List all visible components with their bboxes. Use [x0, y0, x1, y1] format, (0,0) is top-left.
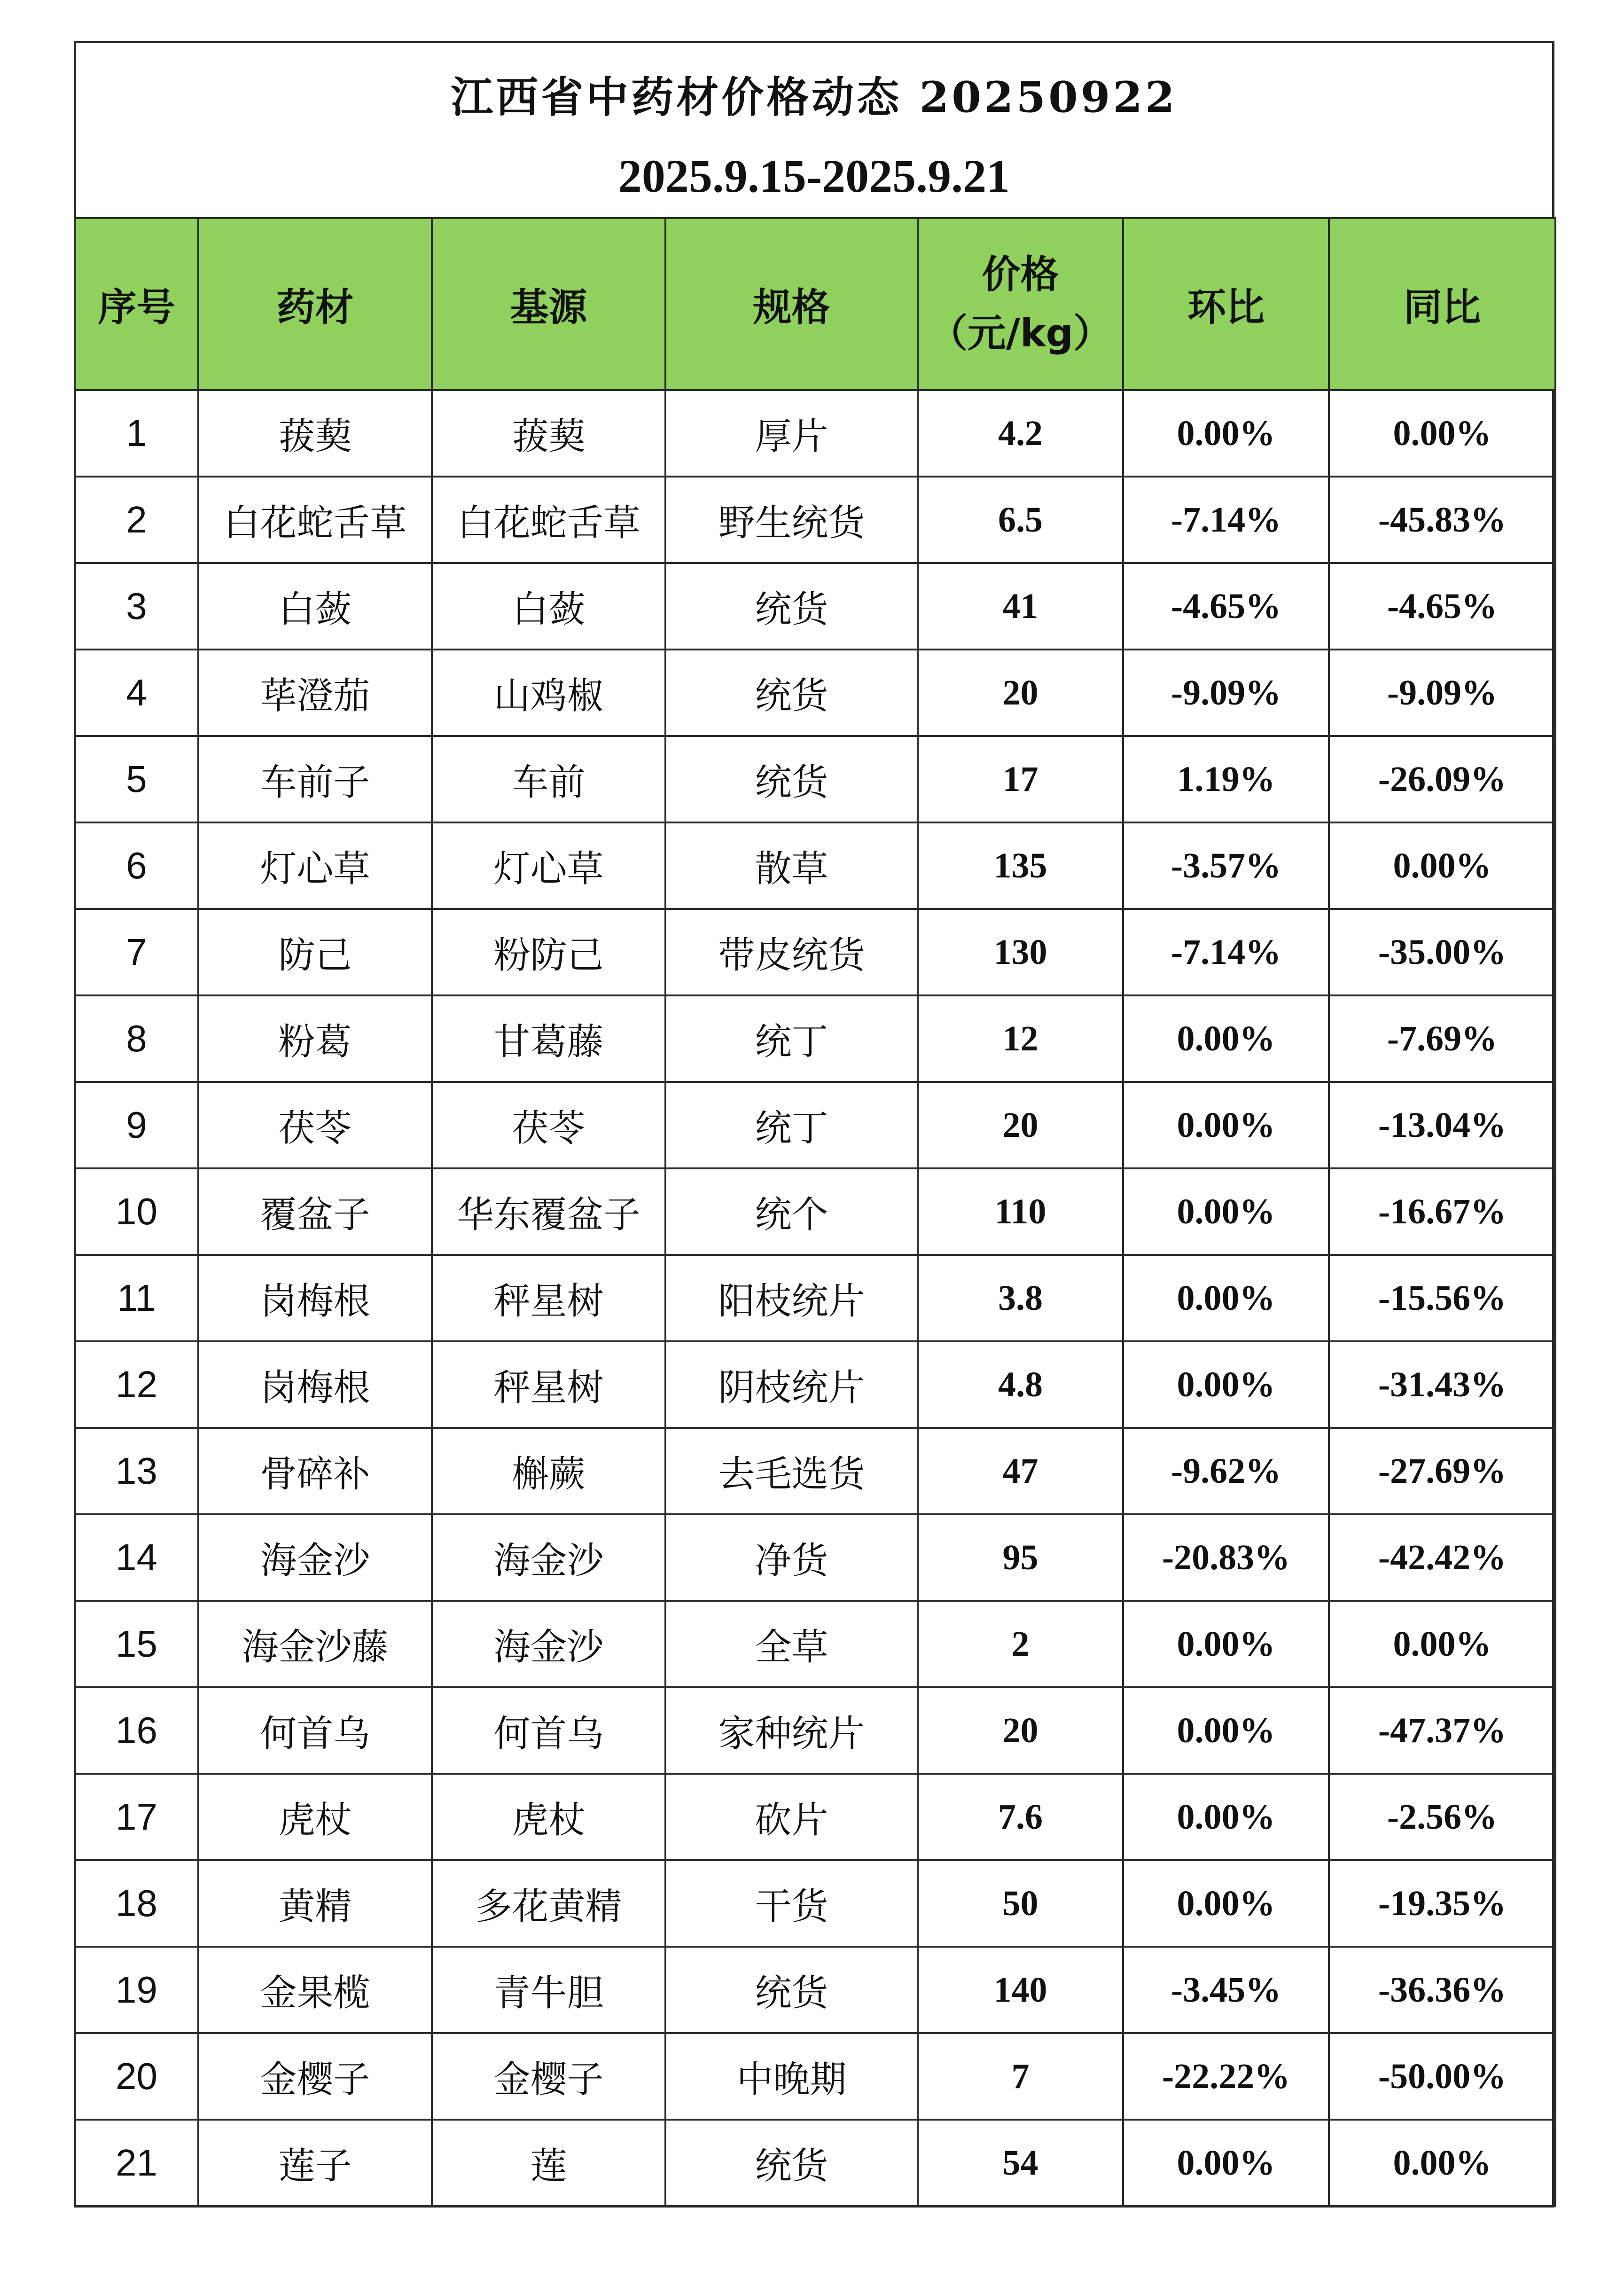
table-row	[75, 1341, 1555, 1428]
cell-source: 茯苓	[432, 1082, 665, 1168]
cell-index: 21	[75, 2120, 198, 2206]
table-row	[75, 2120, 1555, 2206]
cell-source: 海金沙	[432, 1514, 665, 1601]
cell-yoy: -27.69%	[1329, 1428, 1555, 1514]
cell-mom: 1.19%	[1123, 736, 1329, 822]
cell-spec: 统货	[665, 563, 918, 650]
cell-mom: 0.00%	[1123, 2120, 1329, 2206]
cell-mom: -20.83%	[1123, 1514, 1329, 1601]
cell-price: 7.6	[918, 1774, 1123, 1860]
cell-spec: 去毛选货	[665, 1428, 918, 1514]
cell-yoy: -13.04%	[1329, 1082, 1555, 1168]
cell-price: 4.2	[918, 390, 1123, 477]
table-body	[75, 390, 1555, 2206]
cell-herb: 防己	[198, 909, 432, 995]
cell-price: 135	[918, 822, 1123, 909]
cell-index: 11	[75, 1255, 198, 1341]
cell-price: 2	[918, 1601, 1123, 1687]
column-header-index: 序号	[75, 218, 198, 390]
cell-herb: 海金沙	[198, 1514, 432, 1601]
cell-source: 菝葜	[432, 390, 665, 477]
cell-spec: 统货	[665, 2120, 918, 2206]
cell-mom: 0.00%	[1123, 1601, 1329, 1687]
cell-index: 6	[75, 822, 198, 909]
price-table	[74, 217, 1556, 2207]
table-row	[75, 736, 1555, 822]
cell-spec: 统个	[665, 1168, 918, 1255]
cell-mom: 0.00%	[1123, 995, 1329, 1082]
cell-mom: -7.14%	[1123, 909, 1329, 995]
cell-source: 秤星树	[432, 1255, 665, 1341]
cell-index: 2	[75, 477, 198, 563]
cell-index: 20	[75, 2033, 198, 2120]
cell-source: 秤星树	[432, 1341, 665, 1428]
cell-index: 15	[75, 1601, 198, 1687]
cell-price: 130	[918, 909, 1123, 995]
cell-herb: 莲子	[198, 2120, 432, 2206]
cell-herb: 菝葜	[198, 390, 432, 477]
table-row	[75, 390, 1555, 477]
cell-source: 灯心草	[432, 822, 665, 909]
cell-spec: 阳枝统片	[665, 1255, 918, 1341]
cell-price: 54	[918, 2120, 1123, 2206]
cell-price: 7	[918, 2033, 1123, 2120]
cell-index: 19	[75, 1947, 198, 2033]
cell-spec: 干货	[665, 1860, 918, 1947]
cell-mom: -9.09%	[1123, 650, 1329, 736]
title-block	[76, 43, 1552, 217]
table-row	[75, 1774, 1555, 1860]
cell-price: 95	[918, 1514, 1123, 1601]
cell-source: 白蔹	[432, 563, 665, 650]
cell-yoy: -45.83%	[1329, 477, 1555, 563]
price-sheet	[74, 41, 1554, 2208]
cell-herb: 骨碎补	[198, 1428, 432, 1514]
cell-mom: 0.00%	[1123, 1860, 1329, 1947]
cell-index: 17	[75, 1774, 198, 1860]
cell-yoy: -15.56%	[1329, 1255, 1555, 1341]
cell-source: 车前	[432, 736, 665, 822]
cell-price: 20	[918, 1687, 1123, 1774]
table-row	[75, 563, 1555, 650]
cell-yoy: -47.37%	[1329, 1687, 1555, 1774]
column-header-herb: 药材	[198, 218, 432, 390]
cell-price: 20	[918, 1082, 1123, 1168]
cell-price: 6.5	[918, 477, 1123, 563]
cell-yoy: 0.00%	[1329, 1601, 1555, 1687]
cell-yoy: -16.67%	[1329, 1168, 1555, 1255]
cell-mom: -9.62%	[1123, 1428, 1329, 1514]
table-row	[75, 1168, 1555, 1255]
cell-index: 18	[75, 1860, 198, 1947]
table-row	[75, 822, 1555, 909]
cell-index: 7	[75, 909, 198, 995]
cell-yoy: -19.35%	[1329, 1860, 1555, 1947]
cell-mom: 0.00%	[1123, 390, 1329, 477]
table-row	[75, 995, 1555, 1082]
cell-spec: 中晚期	[665, 2033, 918, 2120]
cell-mom: 0.00%	[1123, 1341, 1329, 1428]
cell-index: 10	[75, 1168, 198, 1255]
column-header-source: 基源	[432, 218, 665, 390]
cell-price: 4.8	[918, 1341, 1123, 1428]
cell-spec: 阴枝统片	[665, 1341, 918, 1428]
cell-mom: -22.22%	[1123, 2033, 1329, 2120]
table-row	[75, 650, 1555, 736]
cell-index: 1	[75, 390, 198, 477]
cell-source: 槲蕨	[432, 1428, 665, 1514]
cell-spec: 统货	[665, 736, 918, 822]
cell-herb: 灯心草	[198, 822, 432, 909]
cell-price: 50	[918, 1860, 1123, 1947]
cell-source: 何首乌	[432, 1687, 665, 1774]
cell-yoy: -9.09%	[1329, 650, 1555, 736]
cell-spec: 家种统片	[665, 1687, 918, 1774]
cell-mom: 0.00%	[1123, 1774, 1329, 1860]
cell-mom: 0.00%	[1123, 1168, 1329, 1255]
cell-herb: 粉葛	[198, 995, 432, 1082]
cell-herb: 白花蛇舌草	[198, 477, 432, 563]
cell-yoy: -26.09%	[1329, 736, 1555, 822]
cell-spec: 野生统货	[665, 477, 918, 563]
cell-herb: 岗梅根	[198, 1341, 432, 1428]
table-row	[75, 909, 1555, 995]
table-row	[75, 477, 1555, 563]
cell-herb: 荜澄茄	[198, 650, 432, 736]
cell-index: 3	[75, 563, 198, 650]
cell-mom: 0.00%	[1123, 1082, 1329, 1168]
cell-price: 20	[918, 650, 1123, 736]
page-title: 江西省中药材价格动态 20250922	[451, 72, 1178, 122]
cell-spec: 统丁	[665, 1082, 918, 1168]
cell-spec: 统丁	[665, 995, 918, 1082]
cell-price: 140	[918, 1947, 1123, 2033]
cell-index: 9	[75, 1082, 198, 1168]
cell-source: 山鸡椒	[432, 650, 665, 736]
table-row	[75, 1428, 1555, 1514]
cell-yoy: -42.42%	[1329, 1514, 1555, 1601]
cell-spec: 统货	[665, 650, 918, 736]
cell-herb: 茯苓	[198, 1082, 432, 1168]
cell-source: 华东覆盆子	[432, 1168, 665, 1255]
cell-yoy: 0.00%	[1329, 822, 1555, 909]
table-row	[75, 1082, 1555, 1168]
cell-price: 110	[918, 1168, 1123, 1255]
date-range: 2025.9.15-2025.9.21	[618, 150, 1010, 202]
table-row	[75, 1601, 1555, 1687]
table-row	[75, 2033, 1555, 2120]
cell-mom: 0.00%	[1123, 1687, 1329, 1774]
cell-yoy: -50.00%	[1329, 2033, 1555, 2120]
cell-mom: 0.00%	[1123, 1255, 1329, 1341]
cell-herb: 何首乌	[198, 1687, 432, 1774]
cell-herb: 岗梅根	[198, 1255, 432, 1341]
cell-yoy: -31.43%	[1329, 1341, 1555, 1428]
cell-spec: 带皮统货	[665, 909, 918, 995]
cell-yoy: 0.00%	[1329, 2120, 1555, 2206]
cell-price: 47	[918, 1428, 1123, 1514]
cell-spec: 全草	[665, 1601, 918, 1687]
cell-yoy: -4.65%	[1329, 563, 1555, 650]
cell-yoy: -2.56%	[1329, 1774, 1555, 1860]
cell-herb: 海金沙藤	[198, 1601, 432, 1687]
cell-index: 14	[75, 1514, 198, 1601]
cell-source: 海金沙	[432, 1601, 665, 1687]
cell-price: 3.8	[918, 1255, 1123, 1341]
cell-herb: 虎杖	[198, 1774, 432, 1860]
cell-source: 甘葛藤	[432, 995, 665, 1082]
cell-index: 8	[75, 995, 198, 1082]
table-row	[75, 1514, 1555, 1601]
cell-source: 虎杖	[432, 1774, 665, 1860]
column-header-price	[918, 218, 1123, 390]
cell-yoy: 0.00%	[1329, 390, 1555, 477]
cell-spec: 散草	[665, 822, 918, 909]
cell-herb: 金果榄	[198, 1947, 432, 2033]
cell-source: 金樱子	[432, 2033, 665, 2120]
cell-index: 16	[75, 1687, 198, 1774]
cell-index: 13	[75, 1428, 198, 1514]
cell-mom: -3.57%	[1123, 822, 1329, 909]
table-row	[75, 1255, 1555, 1341]
table-row	[75, 1687, 1555, 1774]
cell-herb: 覆盆子	[198, 1168, 432, 1255]
cell-yoy: -36.36%	[1329, 1947, 1555, 2033]
column-header-price-label: 价格（元/kg）	[929, 252, 1112, 356]
column-header-yoy: 同比	[1329, 218, 1555, 390]
cell-mom: -7.14%	[1123, 477, 1329, 563]
cell-source: 多花黄精	[432, 1860, 665, 1947]
cell-herb: 车前子	[198, 736, 432, 822]
cell-source: 青牛胆	[432, 1947, 665, 2033]
cell-source: 粉防己	[432, 909, 665, 995]
cell-price: 17	[918, 736, 1123, 822]
column-header-spec: 规格	[665, 218, 918, 390]
cell-spec: 净货	[665, 1514, 918, 1601]
cell-price: 12	[918, 995, 1123, 1082]
table-header	[75, 218, 1555, 390]
column-header-mom: 环比	[1123, 218, 1329, 390]
cell-herb: 黄精	[198, 1860, 432, 1947]
cell-source: 莲	[432, 2120, 665, 2206]
cell-herb: 金樱子	[198, 2033, 432, 2120]
cell-mom: -4.65%	[1123, 563, 1329, 650]
cell-mom: -3.45%	[1123, 1947, 1329, 2033]
cell-index: 12	[75, 1341, 198, 1428]
cell-yoy: -7.69%	[1329, 995, 1555, 1082]
cell-source: 白花蛇舌草	[432, 477, 665, 563]
header-row	[75, 218, 1555, 390]
cell-index: 4	[75, 650, 198, 736]
cell-spec: 砍片	[665, 1774, 918, 1860]
cell-price: 41	[918, 563, 1123, 650]
cell-spec: 统货	[665, 1947, 918, 2033]
table-row	[75, 1947, 1555, 2033]
cell-spec: 厚片	[665, 390, 918, 477]
cell-index: 5	[75, 736, 198, 822]
cell-yoy: -35.00%	[1329, 909, 1555, 995]
table-row	[75, 1860, 1555, 1947]
cell-herb: 白蔹	[198, 563, 432, 650]
